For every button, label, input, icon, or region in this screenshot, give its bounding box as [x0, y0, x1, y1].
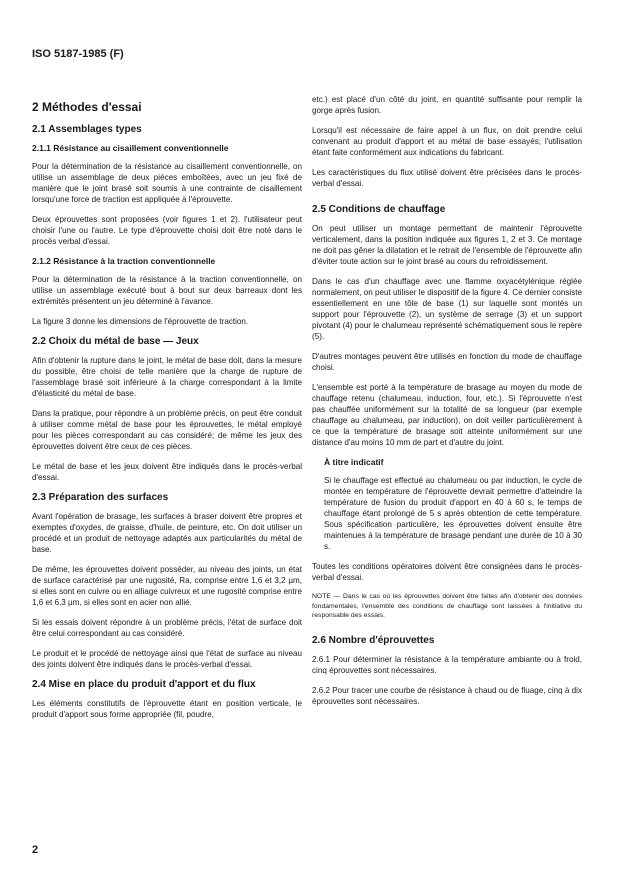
- paragraph: Pour la détermination de la résistance au cisaillement conventionnelle, on utilise un assemblage de deux pièces emboîtées, avec un jeu fixé de manière que le joint brasé soit soumis à une contrainte de cisaillement lorsqu'une force de traction est appliquée à l'éprouvette.: [32, 162, 302, 204]
- paragraph: Le produit et le procédé de nettoyage ainsi que l'état de surface au niveau des joints doivent être indiqués dans le procès-verbal d'essai.: [32, 649, 302, 669]
- section-2-title: 2 Méthodes d'essai: [32, 100, 142, 114]
- paragraph: On peut utiliser un montage permettant de maintenir l'éprouvette verticalement, dans la position indiquée aux figures 1, 2 et 3. Ce montage ne doit pas gêner la dilatation et le retrait de l'ensemble de l'éprouvette afin d'éviter toute action sur le joint brasé au cours du refroidissement.: [312, 224, 582, 266]
- paragraph: Dans la pratique, pour répondre à un problème précis, on peut être conduit à utiliser comme métal de base pour les éprouvettes, le métal employé pour les pièces correspondant au cas considéré; de même les jeux des éprouvettes doivent être ceux de ces pièces.: [32, 409, 302, 451]
- paragraph: Dans le cas d'un chauffage avec une flamme oxyacétylénique réglée normalement, on peut utiliser le dispositif de la figure 4. Ce dernier consiste essentiellement en une tôle de base (1) sur laquelle sont montés un support pour l'éprouvette (2), un système de serrage (3) et un support pivotant (4) pour le chalumeau représenté schématiquement sous le repère (5).: [312, 277, 582, 341]
- paragraph: Deux éprouvettes sont proposées (voir figures 1 et 2). l'utilisateur peut choisir l'une ou l'autre. Le type d'éprouvette choisi doit être noté dans le procès verbal d'essai.: [32, 215, 302, 246]
- paragraph: Lorsqu'il est nécessaire de faire appel à un flux, on doit prendre celui convenant au produit d'apport et au métal de base essayés; l'utilisation étant faite conformément aux indications du fabricant.: [312, 126, 582, 157]
- paragraph: Pour la détermination de la résistance à la traction conventionnelle, on utilise un assemblage exécuté bout à bout sur deux barreaux dont les extrémités présentent un jeu déterminé à l'avance.: [32, 275, 302, 306]
- paragraph: D'autres montages peuvent être utilisés en fonction du mode de chauffage choisi.: [312, 352, 582, 372]
- paragraph: 2.6.1 Pour déterminer la résistance à la température ambiante ou à froid, cinq éprouvettes sont nécessaires.: [312, 654, 582, 675]
- section-2-1-1-title: 2.1.1 Résistance au cisaillement conventionnelle: [32, 143, 229, 153]
- left-column: [32, 100, 302, 729]
- paragraph: etc.) est placé d'un côté du joint, en quantité suffisante pour remplir la gorge après fusion.: [312, 95, 582, 115]
- paragraph: Avant l'opération de brasage, les surfaces à braser doivent être propres et exemptes d'oxydes, de graisse, d'huile, de peinture, etc. On doit utiliser un procédé et un produit de nettoyage adaptés aux particularités du métal de base.: [32, 512, 302, 554]
- paragraph: L'ensemble est porté à la température de brasage au moyen du mode de chauffage retenu (chalumeau, induction, four, etc.). Si l'éprouvette n'est pas chauffée uniformément sur la totalité de sa longueur (par exemple chauffage au chalumeau, par induction), on doit veiller particulièrement à ce que la température de brasage soit atteinte uniformément sur une distance d'au moins 10 mm de part et d'autre du joint.: [312, 383, 582, 447]
- section-2-4-title: 2.4 Mise en place du produit d'apport et du flux: [32, 679, 256, 690]
- paragraph: Afin d'obtenir la rupture dans le joint, le métal de base doit, dans la mesure du possible, être choisi de telle manière que la charge de rupture de l'assemblage brasé soit inférieure à la charge correspondant à la limite d'élasticité du métal de base.: [32, 356, 302, 398]
- paragraph: 2.6.2 Pour tracer une courbe de résistance à chaud ou de fluage, cinq à dix éprouvettes sont nécessaires.: [312, 685, 582, 706]
- indicative-title: À titre indicatif: [324, 457, 384, 467]
- section-2-3-title: 2.3 Préparation des surfaces: [32, 492, 169, 503]
- paragraph: Les caractéristiques du flux utilisé doivent être précisées dans le procès-verbal d'essai.: [312, 168, 582, 188]
- paragraph: Si les essais doivent répondre à un problème précis, l'état de surface doit être celui correspondant au cas considéré.: [32, 618, 302, 638]
- paragraph: La figure 3 donne les dimensions de l'éprouvette de traction.: [32, 317, 249, 326]
- paragraph: Le métal de base et les jeux doivent être indiqués dans le procès-verbal d'essai.: [32, 462, 302, 482]
- document-header: ISO 5187-1985 (F): [32, 48, 124, 60]
- paragraph: Toutes les conditions opératoires doivent être consignées dans le procès-verbal d'essai.: [312, 562, 582, 582]
- section-2-1-2-title: 2.1.2 Résistance à la traction conventionnelle: [32, 256, 216, 266]
- section-2-5-title: 2.5 Conditions de chauffage: [312, 204, 446, 215]
- section-2-2-title: 2.2 Choix du métal de base — Jeux: [32, 336, 199, 347]
- paragraph: De même, les éprouvettes doivent posséder, au niveau des joints, un état de surface caractérisé par une rugosité, Ra, comprise entre 1,6 et 3,2 µm, si elles sont en cuivre ou en alliage cuivreux et une rugosité comprise entre 1,6 et 6,3 µm, si elles sont en acier non allié.: [32, 565, 302, 607]
- page-number: 2: [32, 844, 39, 856]
- note: NOTE — Dans le cas où les éprouvettes doivent être faites afin d'obtenir des données fondamentales, l'ensemble des conditions de chauffage sont laissées à l'initiative du responsable des essais.: [312, 593, 582, 619]
- right-column: [312, 94, 582, 716]
- section-2-6-title: 2.6 Nombre d'éprouvettes: [312, 634, 435, 646]
- indicative-paragraph: Si le chauffage est effectué au chalumeau ou par induction, le cycle de montée en température de l'éprouvette devrait permettre d'atteindre la température de fusion du produit d'apport en 40 à 60 s, le temps de chauffage étant prolongé de 5 s après obtention de cette température. Sous spécification particulière, les éprouvettes doivent ensuite être maintenues à la température de brasage pendant une durée de 10 à 30 s.: [324, 476, 582, 551]
- paragraph: Les éléments constitutifs de l'éprouvette étant en position verticale, le produit d'apport sous forme appropriée (fil, poudre,: [32, 699, 302, 719]
- section-2-1-title: 2.1 Assemblages types: [32, 124, 142, 135]
